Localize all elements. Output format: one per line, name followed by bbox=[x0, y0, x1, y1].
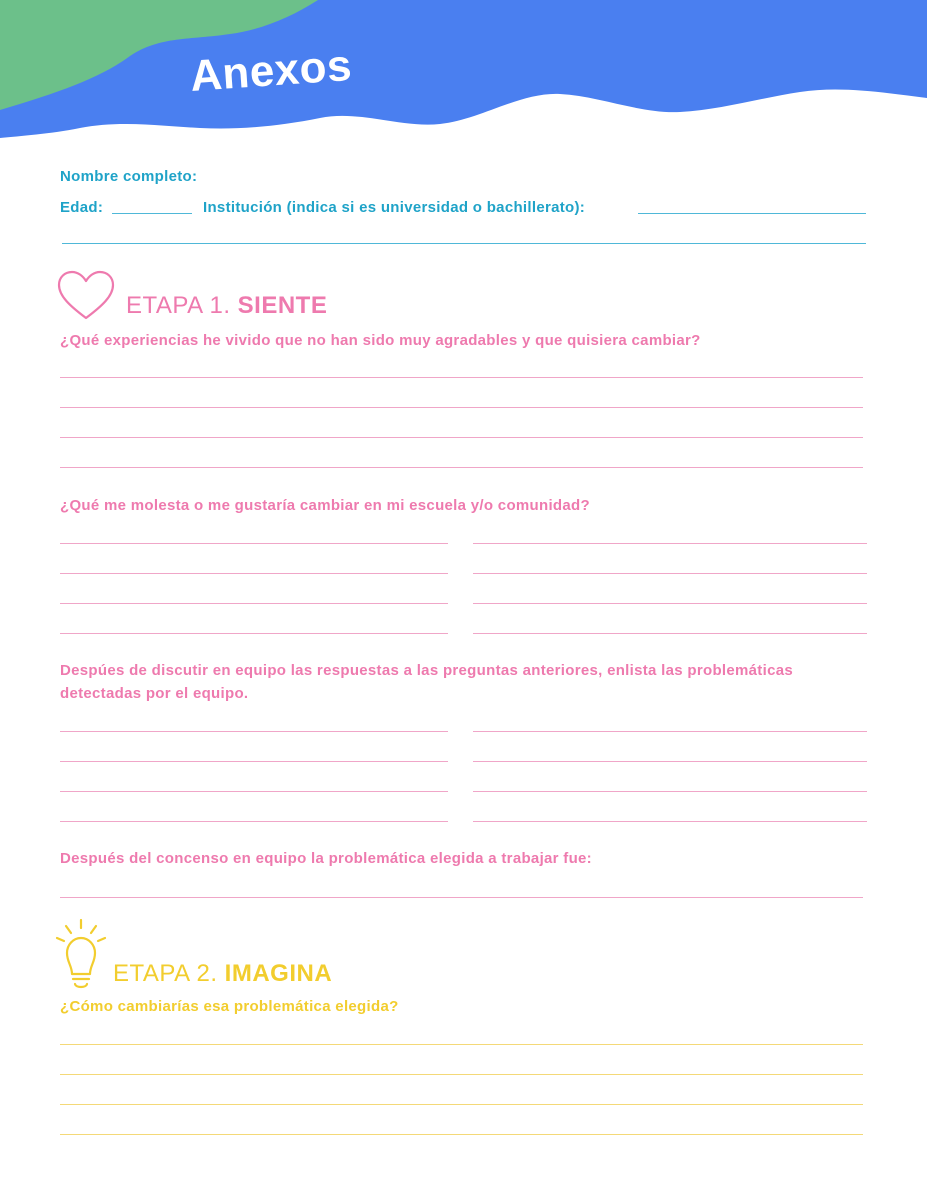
stage2-name: IMAGINA bbox=[224, 960, 333, 987]
answer-line[interactable] bbox=[60, 1074, 863, 1075]
header-banner bbox=[0, 0, 927, 150]
name-label: Nombre completo: bbox=[60, 168, 198, 185]
answer-line-right[interactable] bbox=[473, 791, 867, 792]
answer-line[interactable] bbox=[60, 1104, 863, 1105]
stage1-name: SIENTE bbox=[237, 292, 328, 319]
answer-line[interactable] bbox=[60, 1044, 863, 1045]
answer-line-left[interactable] bbox=[60, 543, 448, 544]
answer-line-left[interactable] bbox=[60, 633, 448, 634]
stage1-question-3: Despúes de discutir en equipo las respuestas a las preguntas anteriores, enlista las problemáticas detectadas por el equipo. bbox=[60, 662, 793, 702]
answer-line-left[interactable] bbox=[60, 761, 448, 762]
stage1-question-1: ¿Qué experiencias he vivido que no han sido muy agradables y que quisiera cambiar? bbox=[60, 332, 701, 349]
answer-line-right[interactable] bbox=[473, 633, 867, 634]
age-label: Edad: bbox=[60, 199, 104, 216]
stage2-prefix: ETAPA 2. bbox=[113, 960, 225, 987]
stage1-heading bbox=[126, 292, 327, 320]
answer-line[interactable] bbox=[60, 407, 863, 408]
answer-line-right[interactable] bbox=[473, 761, 867, 762]
name-input-line[interactable] bbox=[62, 243, 866, 244]
answer-line-right[interactable] bbox=[473, 543, 867, 544]
stage2-question-1: ¿Cómo cambiarías esa problemática elegida? bbox=[60, 998, 399, 1015]
answer-line-right[interactable] bbox=[473, 731, 867, 732]
lightbulb-icon bbox=[54, 918, 108, 992]
answer-line-left[interactable] bbox=[60, 603, 448, 604]
answer-line-left[interactable] bbox=[60, 791, 448, 792]
stage2-heading bbox=[113, 960, 332, 988]
institution-label: Institución (indica si es universidad o bachillerato): bbox=[203, 199, 586, 216]
header-wave-graphic bbox=[0, 0, 927, 150]
answer-line[interactable] bbox=[60, 897, 863, 898]
institution-input-line[interactable] bbox=[638, 213, 866, 214]
stage1-question-4: Después del concenso en equipo la problemática elegida a trabajar fue: bbox=[60, 850, 592, 867]
answer-line-right[interactable] bbox=[473, 603, 867, 604]
stage1-prefix: ETAPA 1. bbox=[126, 292, 238, 319]
heart-outline-icon bbox=[56, 270, 116, 322]
answer-line[interactable] bbox=[60, 1134, 863, 1135]
answer-line-right[interactable] bbox=[473, 573, 867, 574]
age-input-line[interactable] bbox=[112, 213, 192, 214]
answer-line[interactable] bbox=[60, 467, 863, 468]
answer-line-right[interactable] bbox=[473, 821, 867, 822]
page-title: Anexos bbox=[188, 40, 354, 102]
answer-line[interactable] bbox=[60, 377, 863, 378]
answer-line[interactable] bbox=[60, 437, 863, 438]
answer-line-left[interactable] bbox=[60, 821, 448, 822]
stage1-question-2: ¿Qué me molesta o me gustaría cambiar en mi escuela y/o comunidad? bbox=[60, 497, 590, 514]
answer-line-left[interactable] bbox=[60, 731, 448, 732]
answer-line-left[interactable] bbox=[60, 573, 448, 574]
